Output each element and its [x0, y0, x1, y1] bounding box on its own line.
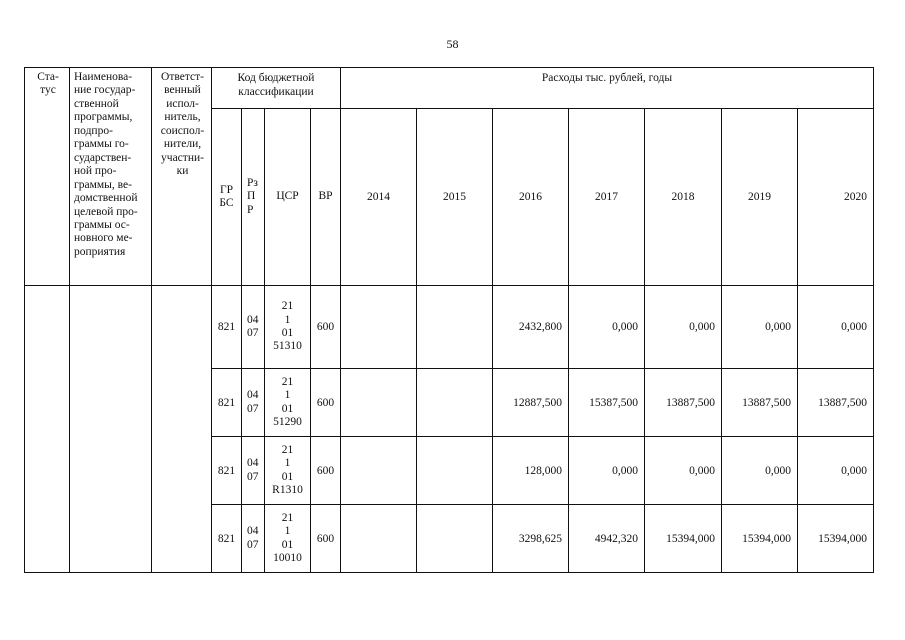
header-row-1 — [25, 68, 874, 109]
grbs-cell: 821 — [212, 437, 242, 505]
amount-cell: 13887,500 — [645, 369, 722, 437]
header-csr: ЦСР — [265, 109, 311, 286]
amount-cell: 0,000 — [798, 437, 874, 505]
csr-cell: 21 1 01 R1310 — [265, 437, 311, 505]
amount-cell: 0,000 — [722, 437, 798, 505]
header-year: 2017 — [569, 109, 645, 286]
amount-cell: 128,000 — [493, 437, 569, 505]
executor-cell — [152, 286, 212, 573]
csr-cell: 21 1 01 10010 — [265, 505, 311, 573]
rzpr-cell: 04 07 — [242, 505, 265, 573]
amount-cell: 13887,500 — [722, 369, 798, 437]
amount-cell — [417, 505, 493, 573]
grbs-cell: 821 — [212, 505, 242, 573]
vr-cell: 600 — [311, 437, 341, 505]
header-status: Ста- тус — [25, 68, 70, 286]
amount-cell: 4942,320 — [569, 505, 645, 573]
header-name: Наименова- ние государ- ственной программы, подпро- граммы го- сударствен- ной про- граммы, ве- домственной целевой про- граммы ос- новного ме- роприятия — [70, 68, 152, 286]
header-year: 2018 — [645, 109, 722, 286]
header-vr: ВР — [311, 109, 341, 286]
vr-cell: 600 — [311, 286, 341, 369]
amount-cell: 0,000 — [798, 286, 874, 369]
rzpr-cell: 04 07 — [242, 286, 265, 369]
header-year: 2014 — [341, 109, 417, 286]
header-year: 2015 — [417, 109, 493, 286]
amount-cell: 12887,500 — [493, 369, 569, 437]
csr-cell: 21 1 01 51310 — [265, 286, 311, 369]
status-cell — [25, 286, 70, 573]
amount-cell: 13887,500 — [798, 369, 874, 437]
amount-cell: 0,000 — [645, 286, 722, 369]
name-cell — [70, 286, 152, 573]
amount-cell — [341, 369, 417, 437]
amount-cell — [417, 286, 493, 369]
grbs-cell: 821 — [212, 286, 242, 369]
rzpr-cell: 04 07 — [242, 437, 265, 505]
header-year: 2020 — [798, 109, 874, 286]
budget-table — [24, 67, 874, 573]
header-rzpr: Рз П Р — [242, 109, 265, 286]
amount-cell — [341, 437, 417, 505]
amount-cell: 15394,000 — [645, 505, 722, 573]
amount-cell — [341, 505, 417, 573]
vr-cell: 600 — [311, 505, 341, 573]
header-grbs: ГР БС — [212, 109, 242, 286]
header-year: 2016 — [493, 109, 569, 286]
table-row — [25, 286, 874, 369]
header-expenses: Расходы тыс. рублей, годы — [341, 68, 874, 109]
amount-cell: 15394,000 — [722, 505, 798, 573]
csr-cell: 21 1 01 51290 — [265, 369, 311, 437]
rzpr-cell: 04 07 — [242, 369, 265, 437]
amount-cell: 0,000 — [722, 286, 798, 369]
amount-cell: 0,000 — [569, 286, 645, 369]
header-executor: Ответст- венный испол- нитель, соиспол- нители, участни- ки — [152, 68, 212, 286]
vr-cell: 600 — [311, 369, 341, 437]
amount-cell — [341, 286, 417, 369]
amount-cell: 0,000 — [569, 437, 645, 505]
amount-cell: 15394,000 — [798, 505, 874, 573]
amount-cell: 0,000 — [645, 437, 722, 505]
grbs-cell: 821 — [212, 369, 242, 437]
amount-cell — [417, 369, 493, 437]
amount-cell — [417, 437, 493, 505]
page-number: 58 — [446, 37, 459, 51]
header-kbk: Код бюджетной классификации — [212, 68, 341, 109]
header-year: 2019 — [722, 109, 798, 286]
amount-cell: 3298,625 — [493, 505, 569, 573]
amount-cell: 2432,800 — [493, 286, 569, 369]
amount-cell: 15387,500 — [569, 369, 645, 437]
